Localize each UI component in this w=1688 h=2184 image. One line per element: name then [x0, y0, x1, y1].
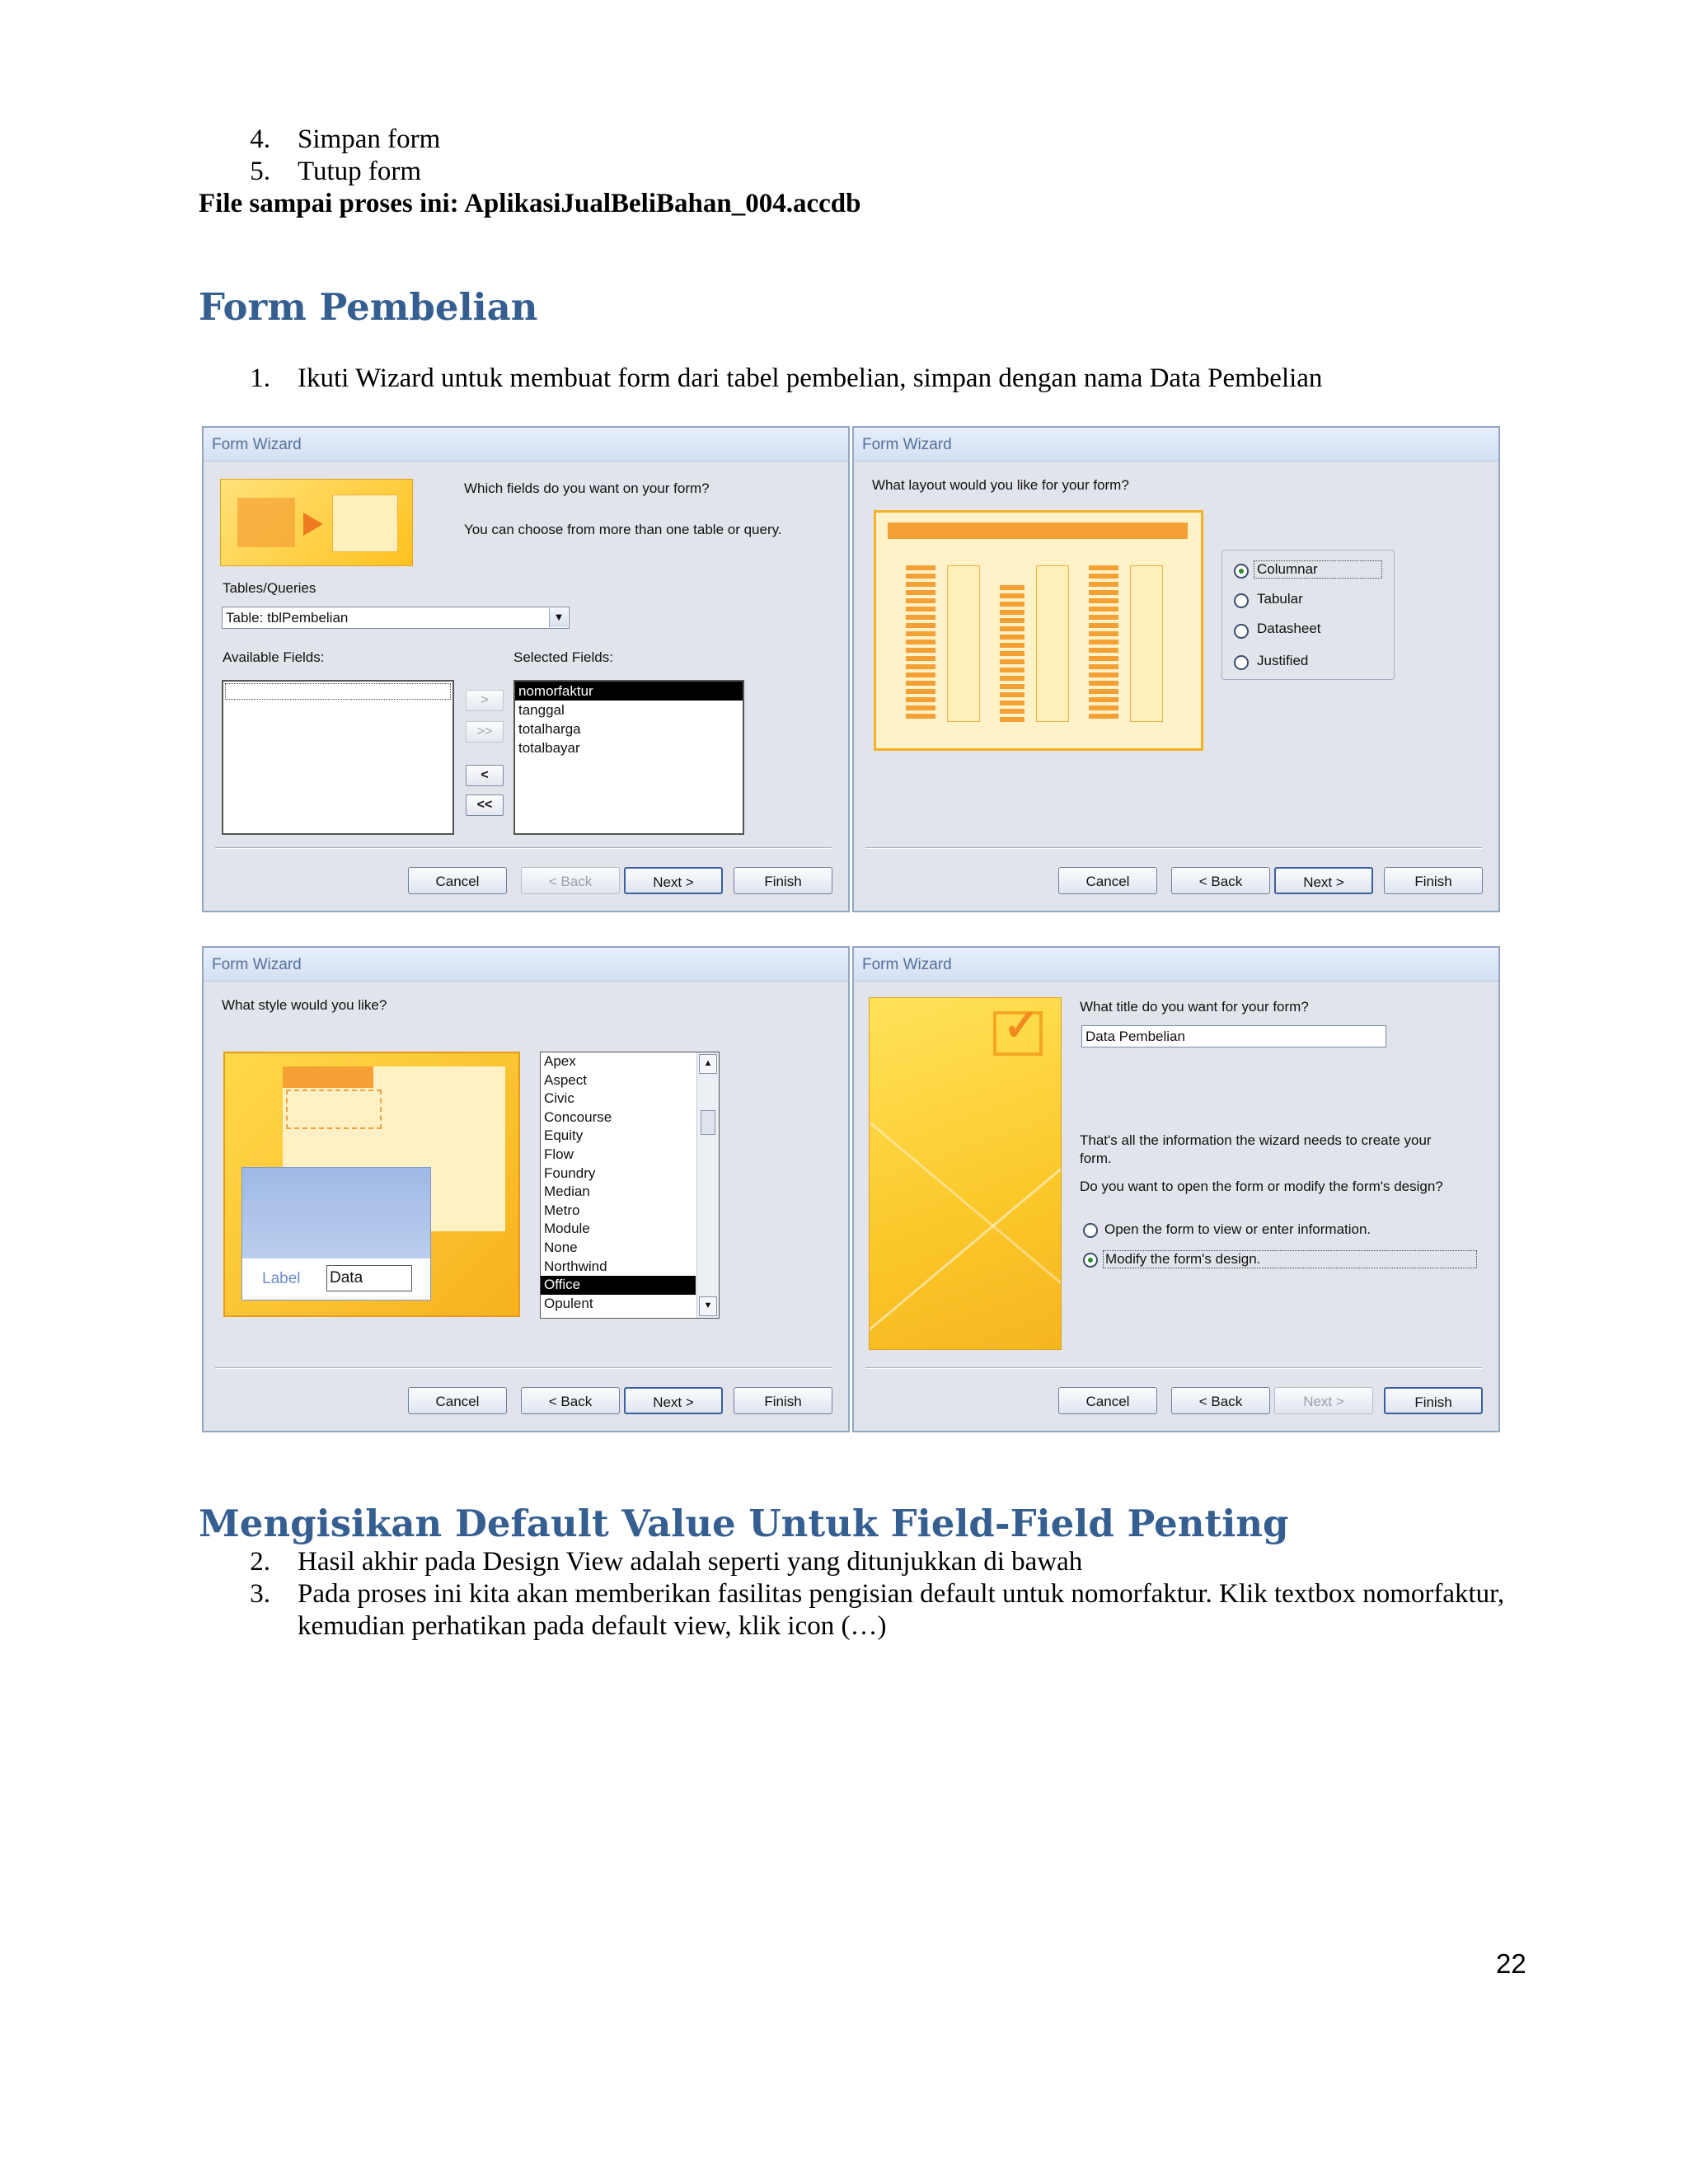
list-item[interactable]: Median: [544, 1183, 590, 1200]
question: Which fields do you want on your form?: [464, 480, 710, 496]
preview-label: Label: [262, 1270, 301, 1287]
question: What title do you want for your form?: [1080, 999, 1309, 1015]
radio-columnar[interactable]: [1234, 564, 1249, 579]
form-wizard-style: [202, 946, 850, 1432]
preview-panel: [241, 1167, 431, 1301]
list-item[interactable]: Module: [544, 1221, 590, 1237]
tables-dropdown[interactable]: [222, 607, 570, 629]
remove-field-button[interactable]: <: [466, 765, 504, 786]
list-item[interactable]: Equity: [544, 1127, 584, 1144]
layout-preview: [874, 510, 1203, 751]
next-button[interactable]: Next >: [1274, 1387, 1373, 1414]
layout-options: [1221, 550, 1395, 680]
wizard-illustration: ✓: [869, 997, 1062, 1350]
list-item[interactable]: nomorfaktur: [515, 682, 743, 701]
list-item[interactable]: Flow: [544, 1146, 574, 1162]
finish-button[interactable]: Finish: [734, 867, 832, 894]
scroll-up-icon[interactable]: ▲: [699, 1054, 717, 1074]
file-line: File sampai proses ini: AplikasiJualBeliBahan_004.accdb: [199, 189, 861, 218]
list-number: 5.: [250, 157, 270, 186]
option-label[interactable]: Justified: [1257, 653, 1309, 668]
info-text: form.: [1080, 1151, 1112, 1166]
finish-button[interactable]: Finish: [734, 1387, 832, 1414]
chevron-down-icon[interactable]: ▼: [549, 608, 568, 627]
selected-fields-list[interactable]: [513, 680, 744, 835]
window-title: Form Wizard: [212, 956, 302, 973]
option-label[interactable]: Open the form to view or enter information.: [1104, 1221, 1372, 1237]
title-value: Data Pembelian: [1085, 1029, 1185, 1044]
list-item[interactable]: Foundry: [544, 1165, 596, 1181]
window-title: Form Wizard: [212, 436, 302, 453]
remove-all-button[interactable]: <<: [466, 794, 504, 816]
back-button[interactable]: < Back: [521, 867, 620, 894]
radio-justified[interactable]: [1234, 655, 1249, 670]
selected-label: Selected Fields:: [513, 649, 613, 665]
section-heading: Form Pembelian: [199, 285, 538, 329]
option-label[interactable]: Tabular: [1257, 591, 1303, 607]
radio-open-form[interactable]: [1083, 1223, 1098, 1238]
next-button[interactable]: Next >: [1274, 867, 1373, 894]
question: What layout would you like for your form?: [872, 477, 1129, 493]
form-wizard-title: [852, 946, 1500, 1432]
list-number: 4.: [250, 124, 270, 154]
list-item[interactable]: Apex: [544, 1053, 576, 1069]
list-item: Ikuti Wizard untuk membuat form dari tabel pembelian, simpan dengan nama Data Pembelian: [298, 363, 1323, 393]
page-number: 22: [1496, 1948, 1526, 1979]
cancel-button[interactable]: Cancel: [1058, 867, 1157, 894]
preview-data-box: [326, 1265, 412, 1291]
list-item: Hasil akhir pada Design View adalah seperti yang ditunjukkan di bawah: [298, 1547, 1083, 1577]
next-button[interactable]: Next >: [624, 867, 723, 894]
list-item[interactable]: totalharga: [518, 721, 581, 737]
back-button[interactable]: < Back: [1171, 1387, 1270, 1414]
finish-button[interactable]: Finish: [1384, 867, 1483, 894]
scroll-down-icon[interactable]: ▼: [699, 1296, 717, 1316]
list-item: Simpan form: [298, 124, 441, 154]
cancel-button[interactable]: Cancel: [1058, 1387, 1157, 1414]
back-button[interactable]: < Back: [1171, 867, 1270, 894]
scroll-thumb[interactable]: [701, 1110, 715, 1135]
list-number: 3.: [250, 1579, 270, 1609]
hint: You can choose from more than one table or query.: [464, 522, 782, 537]
option-label[interactable]: Modify the form's design.: [1103, 1250, 1477, 1268]
window-title: Form Wizard: [862, 956, 952, 973]
radio-datasheet[interactable]: [1234, 624, 1249, 639]
list-item[interactable]: Northwind: [544, 1258, 607, 1274]
form-wizard-fields: [202, 426, 850, 912]
option-label[interactable]: Columnar: [1254, 560, 1382, 579]
window-title: Form Wizard: [862, 436, 952, 453]
preview-data: Data: [330, 1269, 363, 1286]
list-item[interactable]: totalbayar: [518, 740, 580, 756]
title-bar: [204, 948, 848, 982]
radio-modify-design[interactable]: [1083, 1253, 1098, 1268]
list-item-selected[interactable]: Office: [541, 1276, 696, 1295]
question: What style would you like?: [222, 997, 387, 1013]
tables-label: Tables/Queries: [223, 580, 316, 596]
list-item: Pada proses ini kita akan memberikan fasilitas pengisian default untuk nomorfaktur. Klik textbox nomorfaktur,: [298, 1579, 1505, 1609]
list-number: 1.: [250, 363, 270, 393]
option-label[interactable]: Datasheet: [1257, 621, 1321, 636]
title-bar: [854, 428, 1498, 462]
table-value: Table: tblPembelian: [226, 610, 349, 626]
wizard-illustration: [220, 479, 413, 566]
style-list[interactable]: [540, 1052, 720, 1319]
cancel-button[interactable]: Cancel: [408, 867, 507, 894]
add-all-button[interactable]: >>: [466, 721, 504, 743]
form-title-input[interactable]: [1081, 1025, 1386, 1047]
list-item[interactable]: Concourse: [544, 1108, 612, 1125]
list-item: Tutup form: [298, 157, 422, 186]
info-question: Do you want to open the form or modify the form's design?: [1080, 1179, 1443, 1194]
list-item[interactable]: Opulent: [544, 1295, 593, 1311]
list-item[interactable]: None: [544, 1239, 578, 1255]
scrollbar[interactable]: [696, 1052, 719, 1318]
available-fields-list[interactable]: [222, 680, 454, 835]
add-field-button[interactable]: >: [466, 690, 504, 711]
list-item[interactable]: Civic: [544, 1090, 574, 1107]
finish-button[interactable]: Finish: [1384, 1387, 1483, 1414]
radio-tabular[interactable]: [1234, 593, 1249, 608]
next-button[interactable]: Next >: [624, 1387, 723, 1414]
title-bar: [854, 948, 1498, 982]
section-heading: Mengisikan Default Value Untuk Field-Field Penting: [199, 1502, 1289, 1545]
list-item[interactable]: Metro: [544, 1202, 580, 1218]
info-text: That's all the information the wizard needs to create your: [1080, 1132, 1432, 1148]
form-wizard-layout: [852, 426, 1500, 912]
title-bar: [204, 428, 848, 462]
arrow-icon: [303, 513, 323, 536]
list-item-continued: kemudian perhatikan pada default view, klik icon (…): [298, 1611, 887, 1641]
available-label: Available Fields:: [223, 649, 325, 665]
cancel-button[interactable]: Cancel: [408, 1387, 507, 1414]
list-number: 2.: [250, 1547, 270, 1577]
back-button[interactable]: < Back: [521, 1387, 620, 1414]
style-preview: [223, 1052, 520, 1317]
list-item[interactable]: tanggal: [518, 702, 565, 718]
list-item[interactable]: Aspect: [544, 1071, 587, 1088]
